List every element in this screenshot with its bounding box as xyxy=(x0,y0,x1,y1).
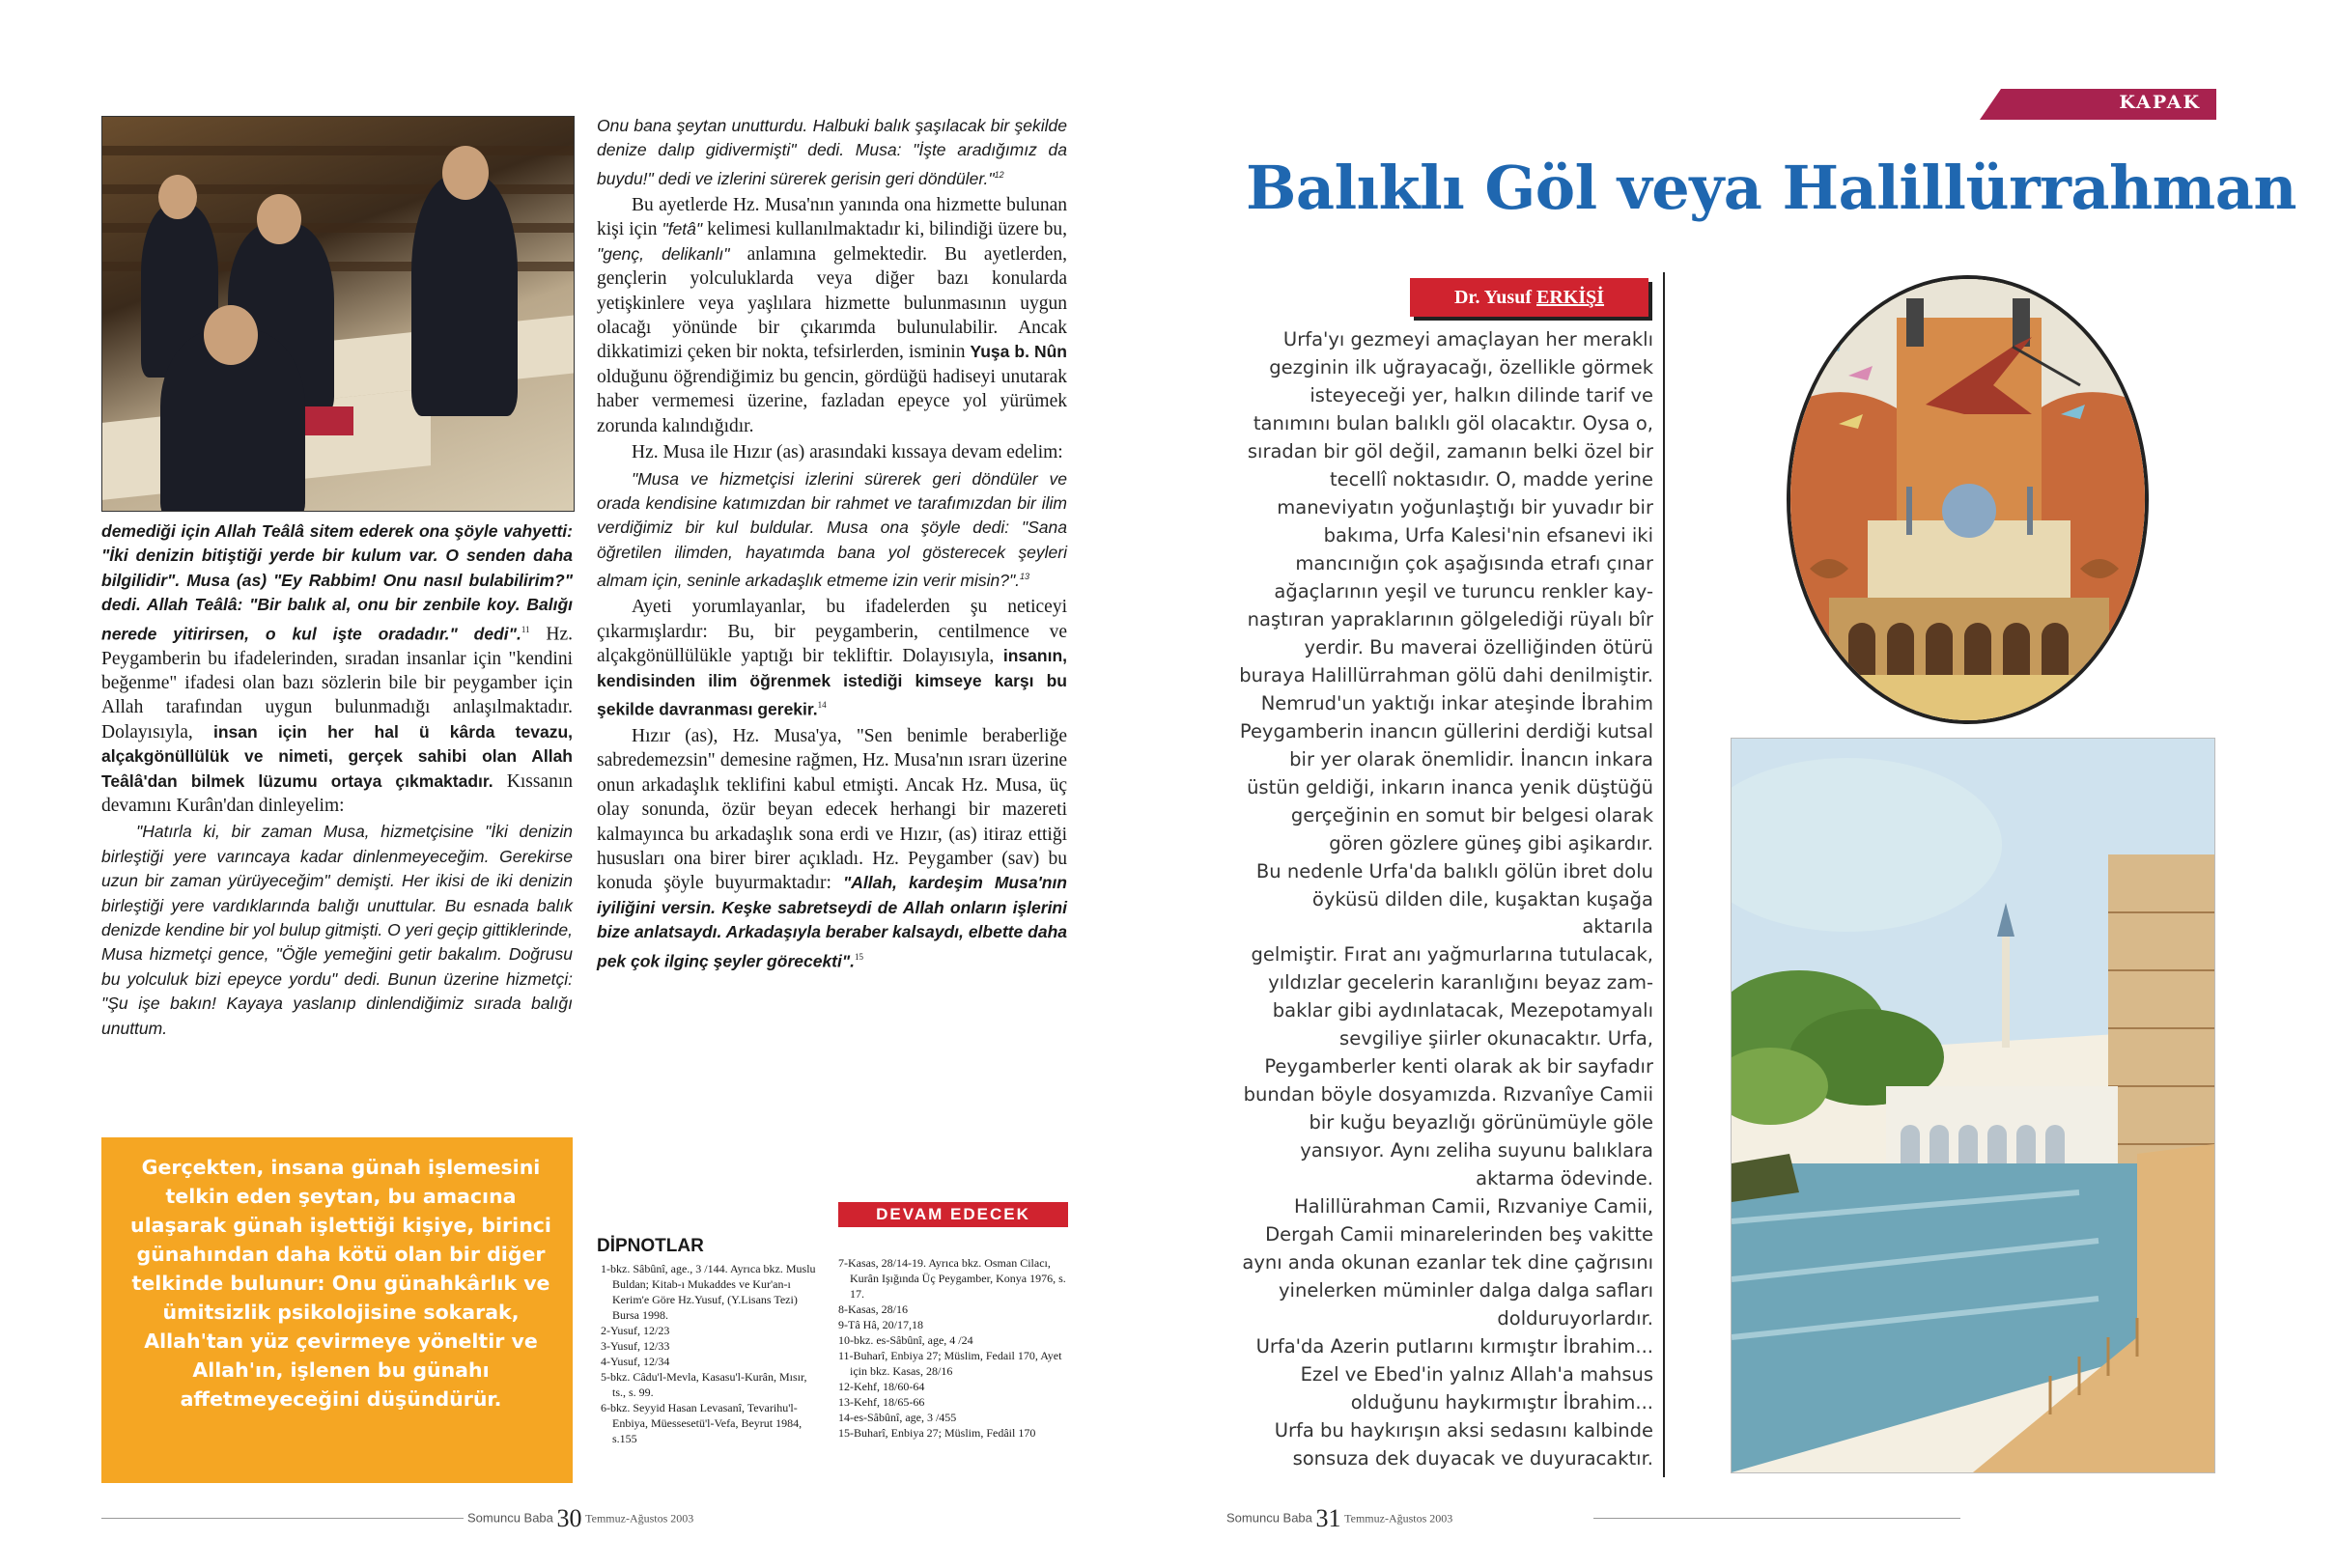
article-line: baklar gibi aydınlatacak, Mezepotamyalı xyxy=(1272,999,1653,1022)
left-column-text: demediği için Allah Teâlâ sitem ederek ona şöyle vahyetti: "İki denizin bitiştiği yerde bir kulum var. O senden daha bilgilidir". Musa (as) "Ey Rabbim! Onu nasıl bulabilirim?" dedi. Allah Teâlâ: "Bir balık al, onu bir zenbile koy. Balığı nerede yitirirsen, o kul işte oradadır." dedi".$^{11}$ Hz. Peygamberin bu ifadelerinden, sıradan insanlar için "kendini beğenme" ifadesi olan bazı sözlerin bile bir peygamber için Allah tarafından uygun bulunmadığı anlaşılmaktadır. Dolayısıyla, insan için her hal ü kârda tevazu, alçakgönüllülük ve nimeti, gerçek sahibi olan Allah Teâlâ'dan bilmek lüzumu ortaya çıkmaktadır. Kıssanın devamını Kurân'dan dinleyelim: "Hatırla ki, bir zaman Musa, hizmetçisine "İki denizin birleştiği yere varıncaya kadar dinlenmeyeceğim. Gerekirse uzun bir zaman yürüyeceğim" demişti. Her ikisi de iki denizin birleştiği yere vardıklarında balığı unuttular. Bu esnada balık denizde kendine bir yol bulup gitmişti. O yeri geçip gittiklerinde, Musa hizmetçi gence, "Öğle yemeğini getir bakalım. Doğrusu bu yolculuk bizi epeyce yordu" dedi. Bunun üzerine hizmetçi: "Şu işe bakın! Kayaya yaslanıp dinlendiğimiz sırada balığı unuttum. xyxy=(101,519,573,1043)
article-line: Bu nedenle Urfa'da balıklı gölün ibret dolu xyxy=(1255,860,1653,882)
article-line: yinelerken müminler dalga dalga safları xyxy=(1279,1279,1653,1302)
author-badge: Dr. Yusuf ERKİŞİ xyxy=(1410,278,1648,317)
article-title: Balıklı Göl veya Halillürrahman xyxy=(1246,153,2296,223)
article-line: Halillürahman Camii, Rızvaniye Camii, xyxy=(1293,1195,1653,1218)
article-line: tecellî noktasıdır. O, madde yerine xyxy=(1330,468,1653,490)
column-divider xyxy=(1663,272,1665,1477)
article-line: olduğunu haykırmıştır İbrahim... xyxy=(1350,1391,1653,1414)
article-line: buraya Halillürrahman gölü dahi denilmiştir. xyxy=(1239,664,1653,686)
footnote-item: 3-Yusuf, 12/33 xyxy=(601,1339,670,1353)
article-line: maneviyatın yoğunlaştığı bir yuvadır bir xyxy=(1277,496,1653,518)
pull-quote-box xyxy=(101,1137,573,1483)
article-line: mancınığın çok aşağısında etrafı çınar xyxy=(1295,552,1653,574)
footnote-item: 5-bkz. Câdu'l-Mevla, Kasasu'l-Kurân, Mısır, ts., s. 99. xyxy=(601,1370,807,1399)
article-line: isteyeceği yer, halkın dilinde tarif ve xyxy=(1310,384,1653,406)
article-line: Peygamberin inancın güllerini derdiği kutsal xyxy=(1239,720,1653,742)
article-line: öyküsü dilden dile, kuşaktan kuşağa aktarıla xyxy=(1311,888,1653,938)
library-students-photo xyxy=(101,116,575,512)
section-tag xyxy=(1980,89,2216,120)
article-line: sonsuza dek duyacak ve duyuracaktır. xyxy=(1292,1447,1653,1470)
right-page xyxy=(1169,0,2338,1568)
article-line: bir kuğu beyazlığı görünümüyle göle xyxy=(1309,1111,1653,1134)
stork-illustration xyxy=(1790,279,2145,720)
middle-column-text: Onu bana şeytan unutturdu. Halbuki balık şaşılacak bir şekilde denize dalıp gidivermişti" dedi. Musa: "İşte aradığımız da buydu!" dedi ve izlerini sürerek gerisin geri döndüler."$^{12}$ Bu ayetlerde Hz. Musa'nın yanında ona hizmette bulunan kişi için "fetâ" kelimesi kullanılmaktadır ki, bilindiği üzere bu, "genç, delikanlı" anlamına gelmektedir. Bu ayetlerden, gençlerin yolculuklarda veya diğer bazı konularda yetişkinlere veya yaşlılara hizmette bulunmasının uygun olacağı yönünde bir çıkarımda bulunulabilir. Ancak dikkatimizi çeken bir nokta, tefsirlerden, isminin Yuşa b. Nûn olduğunu öğrendiğimiz bu gencin, gördüğü hadiseyi unutarak haber vermemesi üzerine, fazladan epeyce yol yürümek zorunda kalındığıdır. Hz. Musa ile Hızır (as) arasındaki kıssaya devam edelim: "Musa ve hizmetçisi izlerini sürerek geri döndüler ve orada kendisine katımızdan bir rahmet ve tarafımızdan bir ilim verdiğimiz bir kul buldular. Musa ona şöyle dedi: "Sana öğretilen ilimden, hayatımda bana yol gösterecek şeyleri almam için, seninle arkadaşlık etmeme izin verir misin?".$^{13}$ Ayeti yorumlayanlar, bu ifadelerden şu neticeyi çıkarmışlardır: Bu, bir peygamberin, centilmence ve alçakgönüllülükle yaptığı bir tekliftir. Dolayısıyla, insanın, kendisinden ilim öğrenmek istediği kimseye karşı bu şekilde davranması gerekir.$^{14}$ Hızır (as), Hz. Musa'ya, "Sen benimle beraberliğe sabredemezsin" demesine rağmen, Hz. Musa'nın ısrarı üzerine onun arkadaşlık teklifini kabul etmişti. Ancak Hz. Musa, üç olay sonunda, özür beyan edecek herhangi bir mazereti kalmayınca bu arkadaşlık sona erdi ve Hızır, (as) itiraz ettiği hususları ona birer birer açıkladı. Hz. Peygamber (sav) bu konuda şöyle buyurmaktadır: "Allah, kardeşim Musa'nın iyiliğini versin. Keşke sabretseydi de Allah onların işlerini bize anlatsaydı. Arkadaşıyla beraber kalsaydı, elbette daha pek çok ilginç şeyler görecekti".$^{15}$ xyxy=(597,116,1068,971)
pull-quote-text: Gerçekten, insana günah işlemesini telkin eden şeytan, bu amacına ulaşarak günah işlettiği kişiye, birinci günahından daha kötü olan bir diğer telkinde bulunur: Onu günahkârlık ve ümitsizlik psikolojisine sokarak, Allah'tan yüz çevirmeye yöneltir ve Allah'ın, işlenen bu günahı affetmeyeceğini düşündürür. xyxy=(130,1156,551,1411)
footnote-item: 8-Kasas, 28/16 xyxy=(838,1302,908,1316)
article-line: Urfa bu haykırışın aksi sedasını kalbinde xyxy=(1274,1419,1653,1442)
article-line: yıldızlar gecelerin karanlığını beyaz zam- xyxy=(1268,971,1653,994)
article-line: dolduruyorlardır. xyxy=(1497,1307,1653,1330)
article-line: bir yer olarak önemlidir. İnancın inkara xyxy=(1289,748,1653,770)
footnote-item: 14-es-Sâbûnî, age, 3 /455 xyxy=(838,1411,957,1424)
article-line: sıradan bir göl değil, zamanın belki özel bir xyxy=(1247,440,1653,462)
footnote-item: 6-bkz. Seyyid Hasan Levasanî, Tevarihu'l-Enbiya, Müessesetü'l-Vefa, Beyrut 1984, s.155 xyxy=(601,1401,803,1445)
footnote-item: 4-Yusuf, 12/34 xyxy=(601,1355,670,1368)
footnotes-column-b xyxy=(838,1255,1070,1441)
article-line: aynı anda okunan ezanlar tek dine çağrısını xyxy=(1242,1251,1653,1274)
footnote-item: 12-Kehf, 18/60-64 xyxy=(838,1380,925,1393)
footnote-item: 7-Kasas, 28/14-19. Ayrıca bkz. Osman Cilacı, Kurân Işığında Üç Peygamber, Konya 1976, s. 17. xyxy=(838,1256,1066,1301)
article-line: Peygamberler kenti olarak ak bir sayfadır xyxy=(1264,1055,1653,1078)
article-line: gerçeğinin en somut bir belgesi olarak xyxy=(1290,804,1653,826)
right-folio: Somuncu Baba 31 Temmuz-Ağustos 2003 xyxy=(1226,1504,1453,1532)
page-number: 30 xyxy=(556,1504,582,1532)
article-line: ağaçlarının yeşil ve turuncu renkler kay- xyxy=(1274,580,1653,602)
footnote-item: 9-Tâ Hâ, 20/17,18 xyxy=(838,1318,923,1331)
article-line: Dergah Camii minarelerinden beş vakitte xyxy=(1265,1223,1653,1246)
footnote-item: 2-Yusuf, 12/23 xyxy=(601,1324,670,1337)
painting-illustration xyxy=(1732,739,2214,1472)
section-tag-label: KAPAK xyxy=(2119,92,2201,113)
footnote-item: 11-Buharî, Enbiya 27; Müslim, Fedail 170, Ayet için bkz. Kasas, 28/16 xyxy=(838,1349,1062,1378)
article-line: naştıran yapraklarının gölgelediği rüyalı bîr xyxy=(1247,608,1653,630)
footnotes-column-a xyxy=(601,1261,823,1446)
continued-banner: DEVAM EDECEK xyxy=(838,1202,1068,1227)
article-line: yerdir. Bu maverai özelliğinden ötürü xyxy=(1304,636,1653,658)
footnote-item: 1-bkz. Sâbûnî, age., 3 /144. Ayrıca bkz. Muslu Buldan; Kitab-ı Mukaddes ve Kur'an-ı Kerim'e Göre Hz.Yusuf, (Y.Lisans Tezi) Bursa 1998. xyxy=(601,1262,816,1322)
folio-rule xyxy=(101,1518,464,1519)
stork-illustration-oval xyxy=(1787,275,2149,724)
hadith-quote: demediği için Allah Teâlâ sitem ederek ona şöyle vahyetti: "İki denizin bitiştiği yerde bir kulum var. O senden daha bilgilidir". Musa (as) "Ey Rabbim! Onu nasıl bulabilirim?" dedi. Allah Teâlâ: "Bir balık al, onu bir zenbile koy. Balığı nerede yitirirsen, o kul işte oradadır." dedi". xyxy=(101,521,573,644)
article-line: Urfa'yı gezmeyi amaçlayan her meraklı xyxy=(1282,328,1653,350)
article-body xyxy=(1236,326,1653,1473)
article-line: tanımını bulan balıklı göl olacaktır. Oysa o, xyxy=(1253,412,1653,434)
folio-rule xyxy=(1593,1518,1960,1519)
balikli-gol-painting xyxy=(1731,738,2215,1473)
article-line: bundan böyle dosyamızda. Rızvanîye Camii xyxy=(1243,1083,1653,1106)
article-line: gezginin ilk uğrayacağı, özellikle görmek xyxy=(1269,356,1653,378)
footnote-item: 15-Buharî, Enbiya 27; Müslim, Fedâil 170 xyxy=(838,1426,1036,1440)
page-number: 31 xyxy=(1315,1504,1341,1532)
footnote-item: 10-bkz. es-Sâbûnî, age, 4 /24 xyxy=(838,1333,973,1347)
article-line: gören gözlere güneş gibi aşikardır. xyxy=(1329,832,1653,854)
article-line: sevgiliye şiirler okunacaktır. Urfa, xyxy=(1339,1027,1653,1050)
article-line: yansıyor. Aynı zeliha suyunu balıklara xyxy=(1300,1139,1653,1162)
footnote-item: 13-Kehf, 18/65-66 xyxy=(838,1395,925,1409)
article-line: aktarma ödevinde. xyxy=(1476,1167,1653,1190)
footnotes-title: DİPNOTLAR xyxy=(597,1236,704,1256)
quran-quote: "Hatırla ki, bir zaman Musa, hizmetçisine "İki denizin birleştiği yere varıncaya kadar dinlenmeyeceğim. Gerekirse uzun bir zaman yürüyeceğim" demişti. Her ikisi de iki denizin birleştiği yere vardıklarında balığı unuttular. Bu esnada balık denizde kendine bir yol bulup gitmişti. O yeri geçip gittiklerinde, Musa hizmetçi gence, "Öğle yemeğini getir bakalım. Doğrusu bu yolculuk bizi epeyce yordu" dedi. Bunun üzerine hizmetçi: "Şu işe bakın! Kayaya yaslanıp dinlendiğimiz sırada balığı unuttum. xyxy=(101,822,573,1038)
left-folio: Somuncu Baba 30 Temmuz-Ağustos 2003 xyxy=(467,1504,694,1532)
article-line: üstün geldiği, inkarın inanca yenik düştüğü xyxy=(1247,776,1653,798)
article-line: Urfa'da Azerin putlarını kırmıştır İbrahim... xyxy=(1255,1335,1653,1358)
article-line: Nemrud'un yaktığı inkar ateşinde İbrahim xyxy=(1260,692,1653,714)
article-line: gelmiştir. Fırat anı yağmurlarına tutulacak, xyxy=(1251,943,1653,966)
article-line: Ezel ve Ebed'in yalnız Allah'a mahsus xyxy=(1300,1363,1653,1386)
article-line: bakıma, Urfa Kalesi'nin efsanevi iki xyxy=(1323,524,1653,546)
